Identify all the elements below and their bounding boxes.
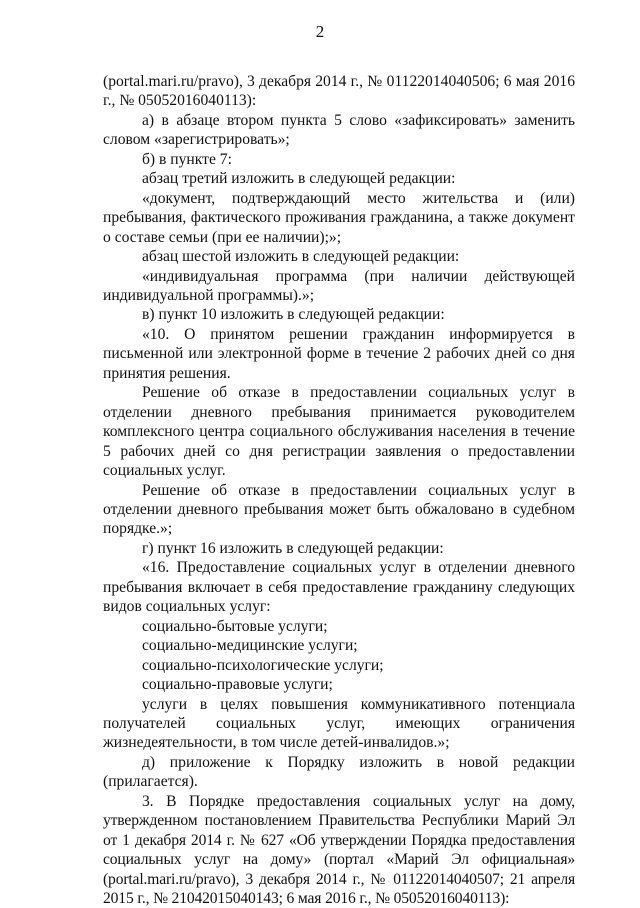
list-item-communicative: услуги в целях повышения коммуникативного потенциала получателей социальных услуг, имеющих ограничения жизнедеятельности, в том числе детей-инвалидов.»; (103, 695, 575, 752)
paragraph-point-16: «16. Предоставление социальных услуг в отделении дневного пребывания включает в себя предоставление гражданину следующих видов социальных услуг: (103, 559, 575, 616)
paragraph-item-b: б) в пункте 7: (142, 150, 232, 168)
paragraph-item-g: г) пункт 16 изложить в следующей редакции: (142, 539, 444, 557)
paragraph-item-v: в) пункт 10 изложить в следующей редакции: (142, 306, 445, 324)
list-item-household: социально-бытовые услуги; (142, 617, 328, 635)
list-item-psychological: социально-психологические услуги; (142, 656, 384, 674)
document-body (103, 72, 575, 908)
paragraph-quote-document: «документ, подтверждающий место жительства и (или) пребывания, фактического проживания гражданина, а также документ о составе семьи (при ее наличии);»; (103, 189, 575, 246)
paragraph-continuation: (portal.mari.ru/pravo), 3 декабря 2014 г., № 01122014040506; 6 мая 2016 г., № 05052016040113): (103, 73, 575, 110)
paragraph-refusal-appeal: Решение об отказе в предоставлении социальных услуг в отделении дневного пребывания может быть обжаловано в судебном порядке.»; (103, 481, 575, 538)
paragraph-item-a: а) в абзаце втором пункта 5 слово «зафиксировать» заменить словом «зарегистрировать»; (103, 111, 575, 149)
paragraph-item-d: д) приложение к Порядку изложить в новой редакции (прилагается). (103, 753, 575, 791)
paragraph-section-3: 3. В Порядке предоставления социальных услуг на дому, утвержденном постановлением Правительства Республики Марий Эл от 1 декабря 2014 г. № 627 «Об утверждении Порядка предоставления социальных услуг на дому» (портал «Марий Эл официальная» (portal.mari.ru/pravo), 3 декабря 2014 г., № 01122014040507; 21 апреля 2015 г., № 21042015040143; 6 мая 2016 г., № 05052016040113): (103, 792, 575, 908)
page-number: 2 (315, 22, 325, 41)
paragraph-abzac-third: абзац третий изложить в следующей редакции: (142, 170, 456, 188)
paragraph-refusal-decision: Решение об отказе в предоставлении социальных услуг в отделении дневного пребывания принимается руководителем комплексного центра социального обслуживания населения в течение 5 рабочих дней со дня регистрации заявления о предоставлении социальных услуг. (103, 384, 575, 480)
paragraph-point-10: «10. О принятом решении гражданин информируется в письменной или электронной форме в течение 2 рабочих дней со дня принятия решения. (103, 325, 575, 382)
paragraph-quote-program: «индивидуальная программа (при наличии действующей индивидуальной программы).»; (103, 267, 575, 304)
list-item-medical: социально-медицинские услуги; (142, 637, 358, 655)
list-item-legal: социально-правовые услуги; (142, 676, 333, 694)
paragraph-abzac-sixth: абзац шестой изложить в следующей редакции: (142, 248, 460, 266)
